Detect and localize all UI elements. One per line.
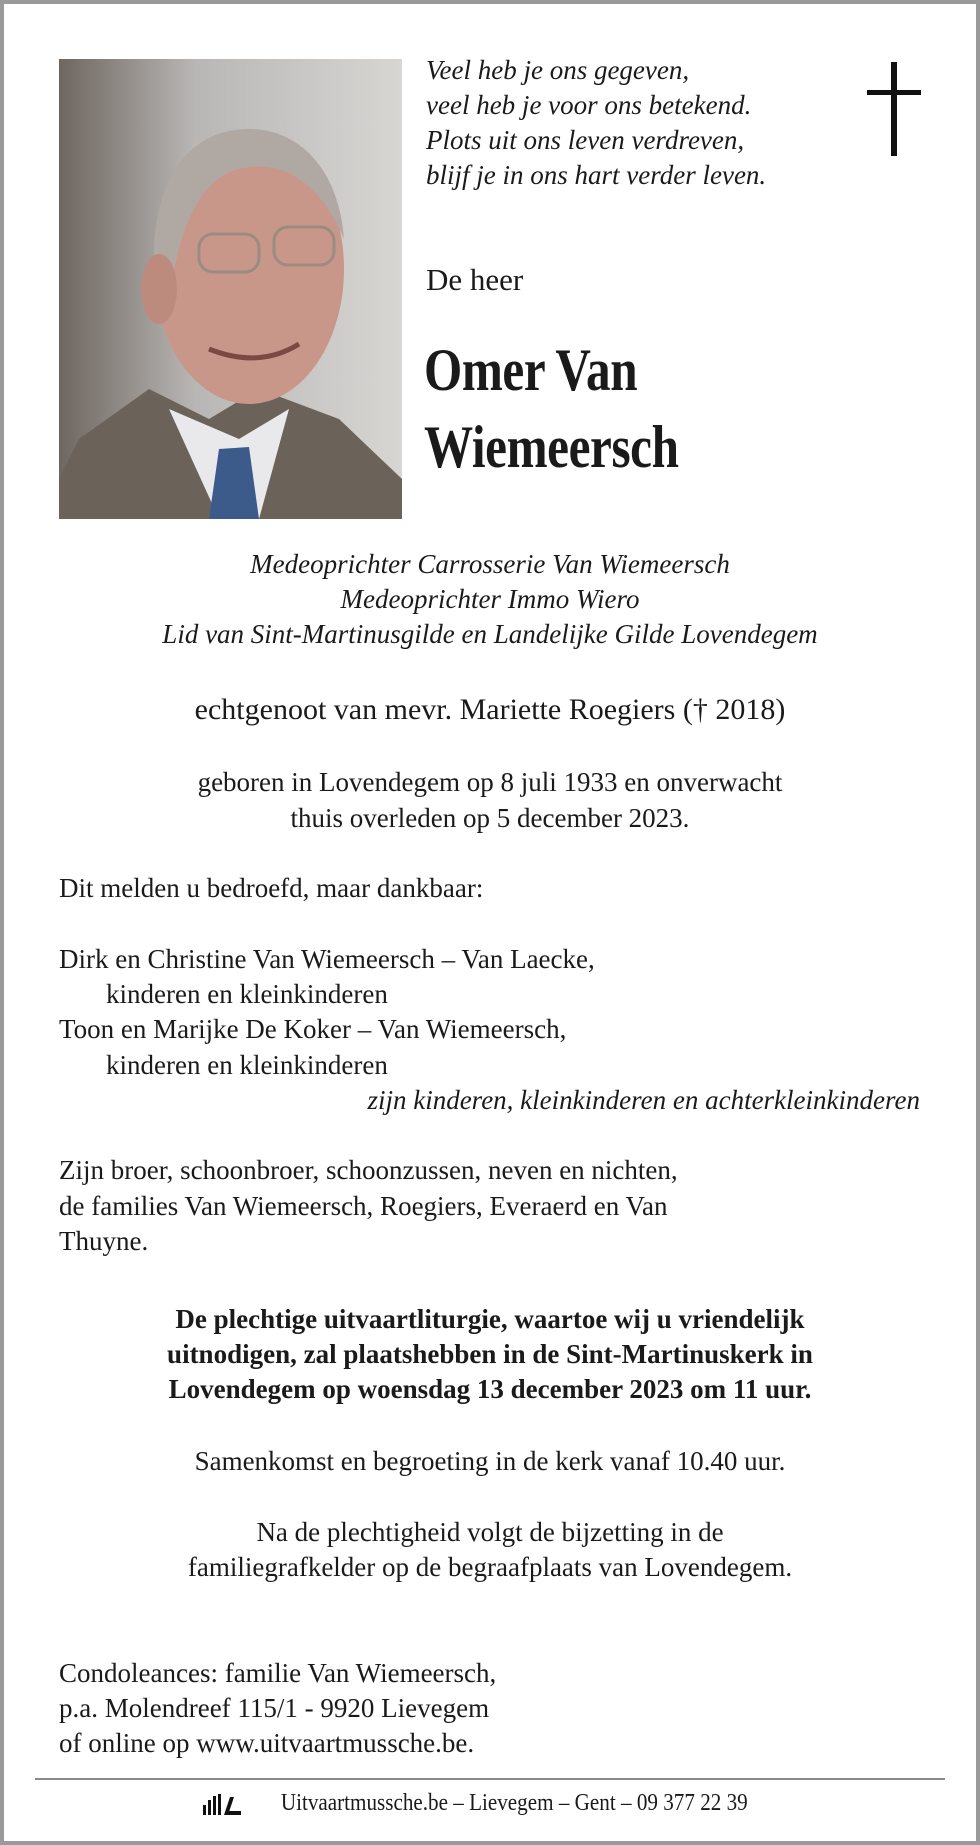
divider	[35, 1778, 945, 1780]
poem-line: Veel heb je ons gegeven,	[426, 55, 690, 85]
poem-line: Plots uit ons leven verdreven,	[426, 125, 745, 155]
relatives-line: Zijn broer, schoonbroer, schoonzussen, neven en nichten,	[59, 1155, 678, 1185]
role-line: Medeoprichter Carrosserie Van Wiemeersch	[250, 549, 730, 579]
family-line: Dirk en Christine Van Wiemeersch – Van Laecke,	[59, 944, 595, 974]
birth-death-line: geboren in Lovendegem op 8 juli 1933 en onverwacht	[197, 767, 783, 797]
poem	[426, 53, 766, 193]
funeral-home-logo-icon	[201, 1793, 241, 1815]
family-line: Toon en Marijke De Koker – Van Wiemeersch,	[59, 1014, 567, 1044]
family-subline: kinderen en kleinkinderen	[106, 1050, 388, 1080]
family-subline: kinderen en kleinkinderen	[106, 979, 388, 1009]
footer	[0, 1786, 980, 1820]
birth-death-line: thuis overleden op 5 december 2023.	[290, 803, 690, 833]
burial-line: Na de plechtigheid volgt de bijzetting in de	[256, 1517, 724, 1547]
condolences-line: of online op www.uitvaartmussche.be.	[59, 1728, 475, 1758]
relatives-line: Thuyne.	[59, 1226, 149, 1256]
liturgy-line: uitnodigen, zal plaatshebben in de Sint-Martinuskerk in	[167, 1339, 813, 1369]
poem-line: blijf je in ons hart verder leven.	[426, 160, 767, 190]
poem-line: veel heb je voor ons betekend.	[426, 90, 752, 120]
portrait-photo	[59, 59, 402, 519]
burial-line: familiegrafkelder op de begraafplaats van Lovendegem.	[187, 1552, 793, 1582]
gathering-line: Samenkomst en begroeting in de kerk vanaf 10.40 uur.	[194, 1446, 786, 1476]
family-summary: zijn kinderen, kleinkinderen en achterkleinkinderen	[367, 1085, 920, 1115]
deceased-name-line1: Omer Van	[424, 337, 638, 403]
footer-text: Uitvaartmussche.be – Lievegem – Gent – 09 377 22 39	[280, 1790, 748, 1816]
relatives-line: de families Van Wiemeersch, Roegiers, Everaerd en Van	[59, 1191, 668, 1221]
announcement: Dit melden u bedroefd, maar dankbaar:	[59, 873, 484, 903]
condolences-line: p.a. Molendreef 115/1 - 9920 Lievegem	[59, 1693, 490, 1723]
deceased-name-line2: Wiemeersch	[424, 414, 679, 480]
liturgy-line: Lovendegem op woensdag 13 december 2023 om 11 uur.	[168, 1374, 812, 1404]
spouse-line: echtgenoot van mevr. Mariette Roegiers († 2018)	[194, 693, 786, 726]
role-line: Lid van Sint-Martinusgilde en Landelijke Gilde Lovendegem	[162, 619, 818, 649]
liturgy-line: De plechtige uitvaartliturgie, waartoe wij u vriendelijk	[175, 1304, 805, 1334]
role-line: Medeoprichter Immo Wiero	[340, 584, 640, 614]
honorific: De heer	[426, 262, 524, 297]
condolences-line: Condoleances: familie Van Wiemeersch,	[59, 1658, 497, 1688]
cross-icon	[867, 62, 921, 156]
